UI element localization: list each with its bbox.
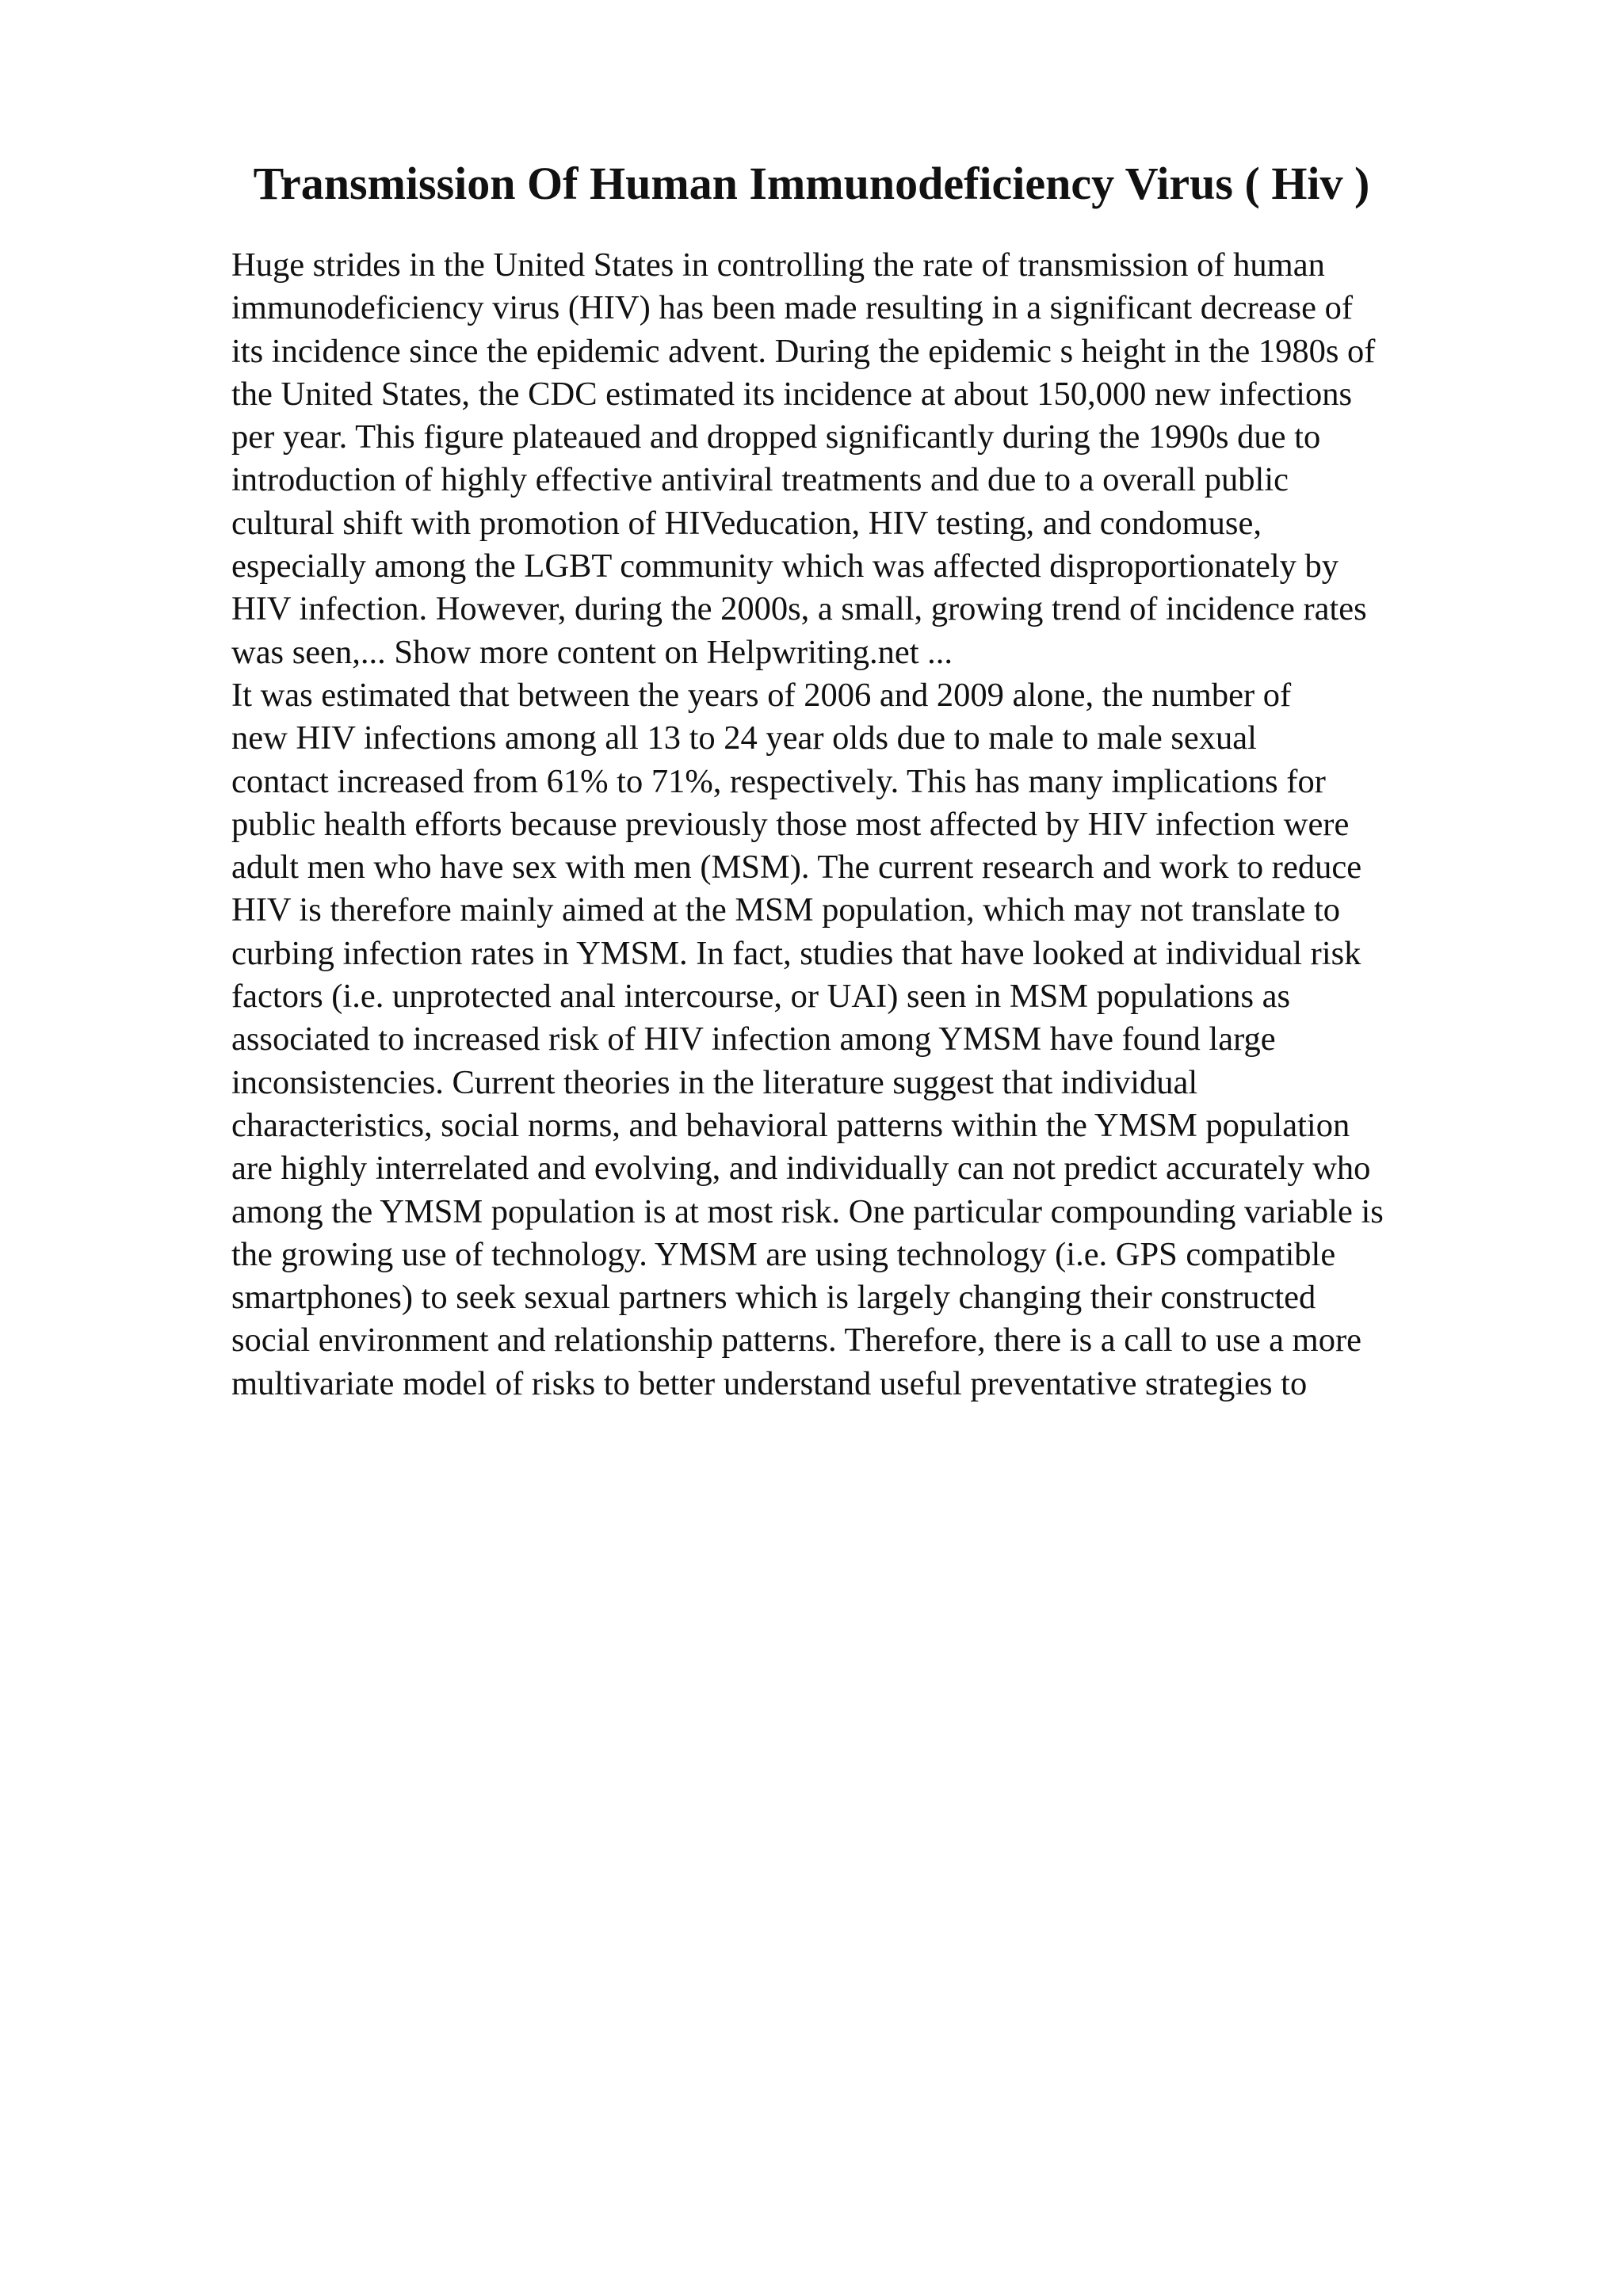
body-line: characteristics, social norms, and behavioral patterns within the YMSM population bbox=[231, 1106, 1350, 1144]
body-line: smartphones) to seek sexual partners which is largely changing their constructed bbox=[231, 1279, 1316, 1317]
body-line: its incidence since the epidemic advent. During the epidemic s height in the 1980s of bbox=[231, 332, 1376, 370]
show-more-line: was seen,... Show more content on Helpwriting.net ... bbox=[231, 633, 953, 671]
body-line: It was estimated that between the years of 2006 and 2009 alone, the number of bbox=[231, 676, 1292, 714]
body-line: social environment and relationship patterns. Therefore, there is a call to use a more bbox=[231, 1322, 1361, 1360]
body-line: multivariate model of risks to better understand useful preventative strategies to bbox=[231, 1364, 1308, 1402]
document-body bbox=[231, 244, 1515, 1405]
body-line: new HIV infections among all 13 to 24 year olds due to male to male sexual bbox=[231, 719, 1257, 757]
body-line: contact increased from 61% to 71%, respectively. This has many implications for bbox=[231, 762, 1326, 800]
body-line: public health efforts because previously those most affected by HIV infection were bbox=[231, 805, 1350, 843]
body-line: immunodeficiency virus (HIV) has been made resulting in a significant decrease of bbox=[231, 289, 1353, 327]
body-line: factors (i.e. unprotected anal intercourse, or UAI) seen in MSM populations as bbox=[231, 978, 1291, 1016]
body-line: cultural shift with promotion of HIVeducation, HIV testing, and condomuse, bbox=[231, 504, 1262, 542]
body-line: curbing infection rates in YMSM. In fact, studies that have looked at individual risk bbox=[231, 934, 1361, 972]
body-line: per year. This figure plateaued and dropped significantly during the 1990s due to bbox=[231, 418, 1321, 456]
body-line: Huge strides in the United States in controlling the rate of transmission of human bbox=[231, 246, 1325, 284]
body-line: the United States, the CDC estimated its incidence at about 150,000 new infections bbox=[231, 375, 1352, 413]
body-line: introduction of highly effective antiviral treatments and due to a overall public bbox=[231, 461, 1289, 499]
body-line: are highly interrelated and evolving, and individually can not predict accurately who bbox=[231, 1150, 1371, 1188]
body-line: HIV is therefore mainly aimed at the MSM population, which may not translate to bbox=[231, 891, 1341, 929]
body-line: associated to increased risk of HIV infection among YMSM have found large bbox=[231, 1020, 1276, 1058]
body-line: inconsistencies. Current theories in the literature suggest that individual bbox=[231, 1063, 1198, 1101]
body-line: adult men who have sex with men (MSM). The current research and work to reduce bbox=[231, 849, 1362, 887]
body-line: HIV infection. However, during the 2000s, a small, growing trend of incidence rates bbox=[231, 590, 1367, 628]
body-line: especially among the LGBT community which was affected disproportionately by bbox=[231, 547, 1339, 585]
document-title: Transmission Of Human Immunodeficiency Virus ( Hiv ) bbox=[253, 158, 1370, 209]
body-line: among the YMSM population is at most risk. One particular compounding variable is bbox=[231, 1192, 1384, 1230]
body-line: the growing use of technology. YMSM are using technology (i.e. GPS compatible bbox=[231, 1235, 1336, 1273]
